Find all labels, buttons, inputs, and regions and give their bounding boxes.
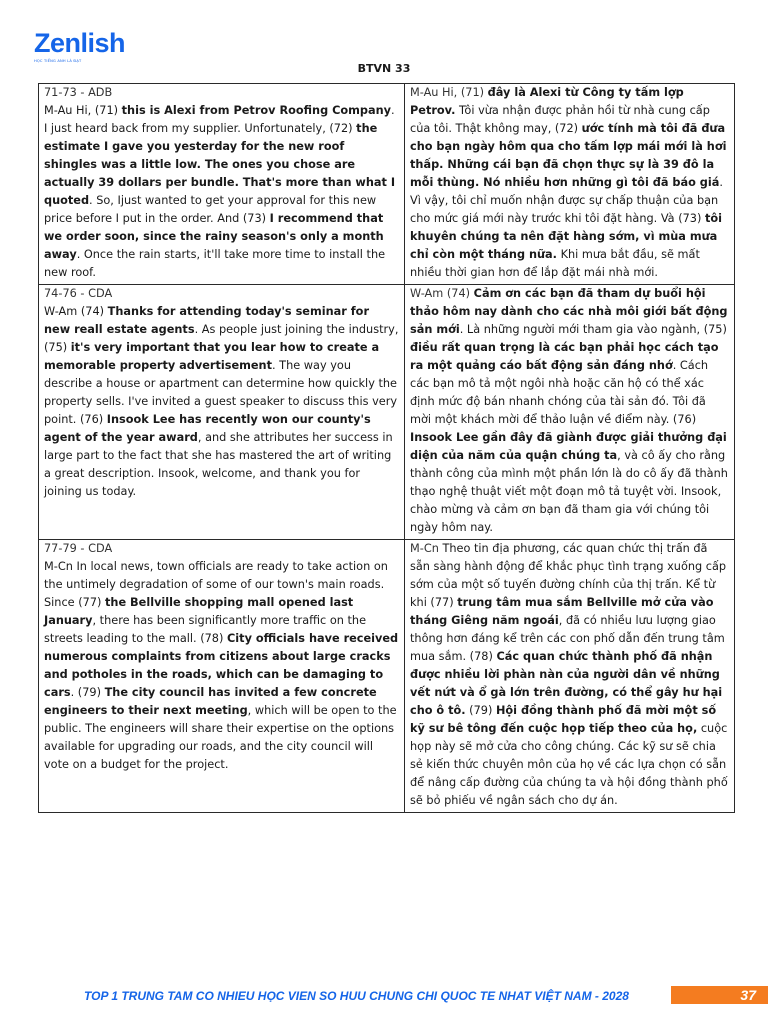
- answer-key-text: the Bellville shopping mall opened last January: [44, 596, 354, 627]
- english-transcript-cell: [39, 285, 405, 540]
- english-transcript-cell: [39, 84, 405, 285]
- transcript-row: [39, 84, 735, 285]
- transcript-text: M-Au Hi, (71): [44, 104, 122, 117]
- logo-wordmark: Zenlish: [34, 28, 126, 58]
- transcript-text: , there has been significantly more traffic on the streets leading to the mall. (78): [44, 614, 367, 645]
- cell-header: M-Au Hi, (71): [410, 86, 488, 99]
- transcript-text: . Là những người mới tham gia vào ngành, (75): [459, 323, 727, 336]
- transcript-text: . Once the rain starts, it'll take more time to install the new roof.: [44, 248, 386, 279]
- answer-key-text: Thanks for attending today's seminar for new reall estate agents: [44, 305, 370, 336]
- transcript-text: Theo tin địa phương, các quan chức thị trấn đã sẵn sàng hành động để khắc phục tình trạng xuống cấp sớm của một số tuyến đường chính của thị trấn. Kể từ khi (77): [410, 542, 727, 609]
- transcript-text: . Cách các bạn mô tả một ngôi nhà hoặc căn hộ có thể xác định mức độ bán nhanh chóng của tài sản đó. Tôi đã mời một khách mời để thảo luận về điểm này. (76): [410, 359, 709, 426]
- answer-key-text: Insook Lee gần đây đã giành được giải thưởng đại diện của năm của quận chúng ta: [410, 431, 727, 462]
- answer-key-text: điều rất quan trọng là các bạn phải học cách tạo ra một quảng cáo bất động sản đáng nhớ: [410, 341, 719, 372]
- page-number: 37: [671, 986, 768, 1004]
- answer-key-text: Hội đồng thành phố đã mời một số kỹ sư bê tông đến cuộc họp tiếp theo của họ,: [410, 704, 717, 735]
- vietnamese-translation-cell: [405, 84, 735, 285]
- transcript-text: . Vì vậy, tôi chỉ muốn nhận được sự chấp thuận của bạn cho mức giá mới này trước khi tôi đặt hàng. Và (73): [410, 176, 723, 225]
- cell-header: 77-79 - CDA: [44, 542, 113, 555]
- transcript-text: . So, Ijust wanted to get your approval for this new price before I put in the order. And (73): [44, 194, 377, 225]
- transcript-row: [39, 540, 735, 813]
- transcript-text: . I just heard back from my supplier. Unfortunately, (72): [44, 104, 395, 135]
- brand-logo: [34, 30, 125, 63]
- cell-header: M-Cn: [410, 542, 443, 555]
- vietnamese-translation-cell: [405, 285, 735, 540]
- answer-key-text: it's very important that you lear how to create a memorable property advertisement: [44, 341, 380, 372]
- answer-key-text: the estimate I gave you yesterday for the new roof shingles was a little low. The ones you chose are actually 39 dollars per bundle. That's more than what I quoted: [44, 122, 396, 207]
- transcript-text: cuộc họp này sẽ mở cửa cho công chúng. Các kỹ sư sẽ chia sẻ kiến thức chuyên môn của họ về các lựa chọn có sẵn để nâng cấp đường của chúng ta và hội đồng thành phố sẽ bỏ phiếu về ngân sách cho dự án.: [410, 722, 728, 807]
- answer-key-text: City officials have received numerous complaints from citizens about large cracks and potholes in the roads, which can be damaging to cars: [44, 632, 399, 699]
- answer-key-text: tôi khuyên chúng ta nên đặt hàng sớm, vì mùa mưa chỉ còn một tháng nữa.: [410, 212, 723, 261]
- transcript-text: , which will be open to the public. The engineers will share their expertise on the options available for upgrading our roads, and the city council will vote on a budget for the project.: [44, 704, 397, 771]
- answer-key-text: this is Alexi from Petrov Roofing Company: [121, 104, 392, 117]
- transcript-table: [38, 83, 735, 813]
- transcript-text: . (79): [70, 686, 105, 699]
- transcript-text: . As people just joining the industry, (75): [44, 323, 399, 354]
- answer-key-text: Insook Lee has recently won our county's agent of the year award: [44, 413, 371, 444]
- answer-key-text: đây là Alexi từ Công ty tấm lợp Petrov.: [410, 86, 684, 117]
- answer-key-text: ước tính mà tôi đã đưa cho bạn ngày hôm qua cho tấm lợp mái mới là hơi thấp. Những cái bạn đã chọn thực sự là 39 đô la mỗi thùng. Nó nhiều hơn những gì tôi đã báo giá: [410, 122, 727, 189]
- logo-tagline: HỌC TIẾNG ANH LÀ ĐẠT: [34, 59, 82, 63]
- transcript-text: W-Am (74): [44, 305, 108, 318]
- transcript-row: [39, 285, 735, 540]
- answer-key-text: Các quan chức thành phố đã nhận được nhiều lời phàn nàn của người dân về những vết nứt và ổ gà lớn trên đường, có thể gây hư hại cho ô tô.: [410, 650, 723, 717]
- vietnamese-translation-cell: [405, 540, 735, 813]
- transcript-text: (79): [465, 704, 496, 717]
- transcript-text: Tôi vừa nhận được phản hồi từ nhà cung cấp của tôi. Thật không may, (72): [410, 104, 710, 135]
- transcript-text: . The way you describe a house or apartment can determine how quickly the property sells. I've invited a guest speaker to discuss this very point. (76): [44, 359, 398, 426]
- transcript-text: Khi mưa bắt đầu, sẽ mất nhiều thời gian hơn để lắp đặt mái nhà mới.: [410, 248, 700, 279]
- answer-key-text: The city council has invited a few concrete engineers to their next meeting: [44, 686, 377, 717]
- page-title: BTVN 33: [357, 62, 411, 75]
- footer-slogan: TOP 1 TRUNG TAM CO NHIEU HỌC VIEN SO HUU CHUNG CHI QUOC TE NHAT VIỆT NAM - 2028: [84, 989, 629, 1003]
- cell-header: 74-76 - CDA: [44, 287, 113, 300]
- answer-key-text: Cảm ơn các bạn đã tham dự buổi hội thảo hôm nay dành cho các nhà môi giới bất động sản mới: [410, 287, 728, 336]
- answer-key-text: trung tâm mua sắm Bellville mở cửa vào tháng Giêng năm ngoái: [410, 596, 714, 627]
- page-footer: [0, 986, 768, 1008]
- english-transcript-cell: [39, 540, 405, 813]
- transcript-text: , và cô ấy cho rằng thành công của mình một phần lớn là do cô ấy đã thành thạo nghệ thuật viết một đoạn mô tả tuyệt vời. Insook, chào mừng và cảm ơn bạn đã tham gia với chúng tôi ngày hôm nay.: [410, 449, 728, 534]
- cell-header: W-Am (74): [410, 287, 474, 300]
- transcript-text: , đã có nhiều lưu lượng giao thông hơn đáng kể trên các con phố dẫn đến trung tâm mua sắm. (78): [410, 614, 725, 663]
- transcript-text: , and she attributes her success in large part to the fact that she has mastered the art of writing a great description. Insook, welcome, and thank you for joining us today.: [44, 431, 393, 498]
- transcript-text: M-Cn In local news, town officials are ready to take action on the untimely degradation of some of our town's main roads. Since (77): [44, 560, 388, 609]
- answer-key-text: I recommend that we order soon, since the rainy season's only a month away: [44, 212, 384, 261]
- cell-header: 71-73 - ADB: [44, 86, 113, 99]
